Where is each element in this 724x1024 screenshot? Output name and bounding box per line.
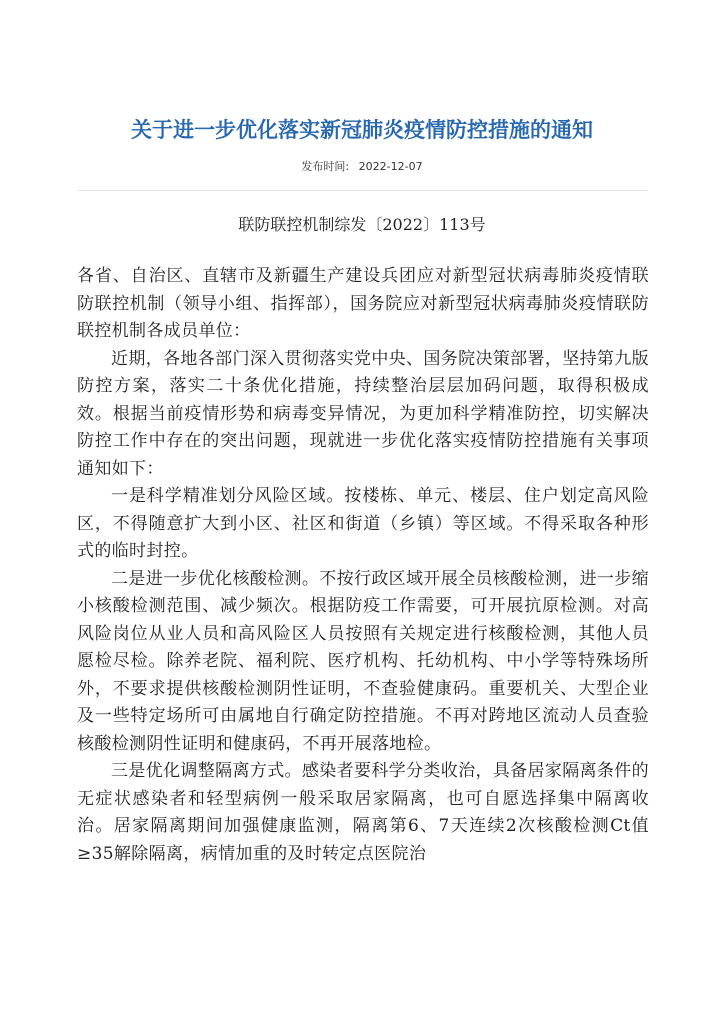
article-body bbox=[77, 263, 649, 868]
page-title: 关于进一步优化落实新冠肺炎疫情防控措施的通知 bbox=[131, 118, 593, 142]
publish-label: 发布时间: bbox=[301, 160, 350, 173]
item-three-paragraph: 三是优化调整隔离方式。感染者要科学分类收治，具备居家隔离条件的无症状感染者和轻型病例一般采取居家隔离，也可自愿选择集中隔离收治。居家隔离期间加强健康监测，隔离第6、7天连续2次核酸检测Ct值≥35解除隔离，病情加重的及时转定点医院治 bbox=[77, 761, 649, 864]
publish-info bbox=[0, 160, 724, 174]
divider bbox=[78, 190, 648, 191]
publish-date: 2022-12-07 bbox=[358, 160, 423, 173]
item-one-paragraph: 一是科学精准划分风险区域。按楼栋、单元、楼层、住户划定高风险区，不得随意扩大到小区、社区和街道（乡镇）等区域。不得采取各种形式的临时封控。 bbox=[77, 486, 649, 561]
salutation-paragraph: 各省、自治区、直辖市及新疆生产建设兵团应对新型冠状病毒肺炎疫情联防联控机制（领导小组、指挥部），国务院应对新型冠状病毒肺炎疫情联防联控机制各成员单位： bbox=[77, 266, 649, 341]
item-two-paragraph: 二是进一步优化核酸检测。不按行政区域开展全员核酸检测，进一步缩小核酸检测范围、减少频次。根据防疫工作需要，可开展抗原检测。对高风险岗位从业人员和高风险区人员按照有关规定进行核酸检测，其他人员愿检尽检。除养老院、福利院、医疗机构、托幼机构、中小学等特殊场所外，不要求提供核酸检测阴性证明，不查验健康码。重要机关、大型企业及一些特定场所可由属地自行确定防控措施。不再对跨地区流动人员查验核酸检测阴性证明和健康码，不再开展落地检。 bbox=[77, 568, 649, 754]
intro-paragraph: 近期，各地各部门深入贯彻落实党中央、国务院决策部署，坚持第九版防控方案，落实二十条优化措施，持续整治层层加码问题，取得积极成效。根据当前疫情形势和病毒变异情况，为更加科学精准防控，切实解决防控工作中存在的突出问题，现就进一步优化落实疫情防控措施有关事项通知如下： bbox=[77, 348, 649, 479]
document-number: 联防联控机制综发〔2022〕113号 bbox=[238, 215, 486, 234]
